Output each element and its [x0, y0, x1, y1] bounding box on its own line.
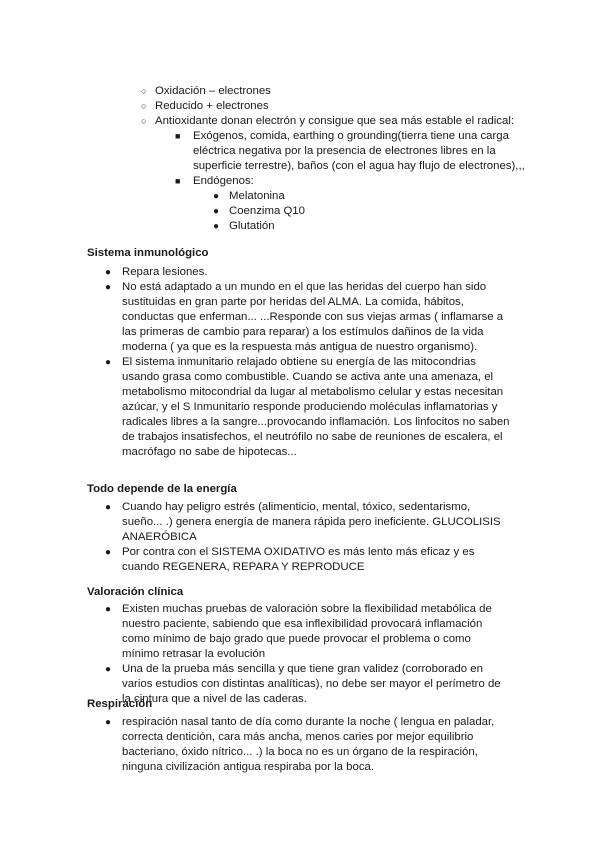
disc-bullet-icon: ● [213, 221, 220, 232]
list-item: ■ Exógenos, comida, earthing o grounding(tierra tiene una carga eléctrica negativa por la presencia de electrones libres en la superficie terrestre), baños (con el agua hay flujo de electrones),,, [175, 130, 525, 172]
disc-bullet-icon: ● [105, 267, 112, 278]
antioxidant-sublist [175, 129, 533, 234]
list-item: ● respiración nasal tanto de día como durante la noche ( lengua en paladar, correcta dentición, cara más ancha, menos caries por mejor equilibrio bacteriano, óxido nítrico... .) la boca no es un órgano de la respiración, ninguna civilización antigua respiraba por la boca. [105, 716, 495, 773]
section-heading-sistema-inmunologico: Sistema inmunológico [87, 247, 209, 259]
list-item: ○ Oxidación – electrones [141, 85, 271, 97]
list-item: ○ Reducido + electrones [141, 100, 269, 112]
list-item: ● Cuando hay peligro estrés (alimenticio, mental, tóxico, sedentarismo, sueño... .) genera energía de manera rápida pero ineficiente. GLUCOLISIS ANAERÓBICA [105, 501, 501, 543]
list-item: ● Por contra con el SISTEMA OXIDATIVO es más lento más eficaz y es cuando REGENERA, REPARA Y REPRODUCE [105, 546, 475, 573]
section-heading-respiracion: Respiración [87, 698, 153, 710]
disc-bullet-icon: ● [105, 664, 112, 675]
square-bullet-icon: ■ [175, 176, 181, 186]
disc-bullet-icon: ● [105, 547, 112, 558]
list-item: ● El sistema inmunitario relajado obtiene su energía de las mitocondrias usando grasa como combustible. Cuando se activa ante una amenaza, el metabolismo mitocondrial da lugar al metabolismo celular y estas necesitan azúcar, y el S Inmunitario responde produciendo moléculas inflamatorias y radicales libres a la sangre...provocando inflamación. Los linfocitos no saben de trabajos insatisfechos, el neutrófilo no sabe de reuniones de escalera, el macrófago no sabe de hipotecas... [105, 356, 510, 458]
disc-bullet-icon: ● [105, 604, 112, 615]
disc-bullet-icon: ● [105, 282, 112, 293]
hollow-circle-bullet-icon: ○ [141, 86, 147, 96]
disc-bullet-icon: ● [213, 206, 220, 217]
disc-bullet-icon: ● [105, 502, 112, 513]
respiracion-list [105, 715, 510, 775]
square-bullet-icon: ■ [175, 131, 181, 141]
list-item: ● No está adaptado a un mundo en el que las heridas del cuerpo han sido sustituidas en gran parte por heridas del ALMA. La comida, hábitos, conductas que enferman... ...Responde con sus viejas armas ( inflamarse a las primeras de cambio para reparar) a los estímulos dañinos de la vida moderna ( ya que es la respuesta más antigua de nuestro organismo). [105, 281, 504, 353]
list-item: ● Glutatión [213, 220, 275, 232]
list-item: ■ Endógenos: ● Melatonina ● Coenzima Q10 ● Glutatión [193, 174, 533, 234]
disc-bullet-icon: ● [213, 191, 220, 202]
section-heading-energia: Todo depende de la energía [87, 483, 237, 495]
disc-bullet-icon: ● [105, 717, 112, 728]
list-item: ● Existen muchas pruebas de valoración sobre la flexibilidad metabólica de nuestro paciente, sabiendo que esa inflexibilidad provocará inflamación como mínimo de bajo grado que puede provocar el problema o como mínimo retrasar la evolución [105, 603, 492, 660]
hollow-circle-bullet-icon: ○ [141, 101, 147, 111]
hollow-circle-bullet-icon: ○ [141, 116, 147, 126]
list-item: ● Una de la prueba más sencilla y que tiene gran validez (corroborado en varios estudios con distintas analíticas), no debe ser mayor el perímetro de la cintura que a nivel de las caderas. [105, 663, 501, 705]
oxidation-list [141, 84, 555, 234]
list-item: ● Melatonina [213, 190, 285, 202]
list-item: ● Coenzima Q10 [213, 205, 305, 217]
disc-bullet-icon: ● [105, 357, 112, 368]
list-item: ● Repara lesiones. [105, 266, 208, 278]
sistema-inmunologico-list [105, 265, 510, 460]
list-item: ○ Antioxidante donan electrón y consigue que sea más estable el radical: ■ Exógenos, comida, earthing o grounding(tierra tiene una carga eléctrica negativa por la presencia de electrones libres en la superficie terrestre), baños (con el agua hay flujo de electrones),,, ■ Endógenos: ● Melatonina ● Coenzima Q10 ● Glutatión [155, 114, 555, 234]
energia-list [105, 500, 510, 575]
section-heading-valoracion-clinica: Valoración clínica [87, 586, 184, 598]
